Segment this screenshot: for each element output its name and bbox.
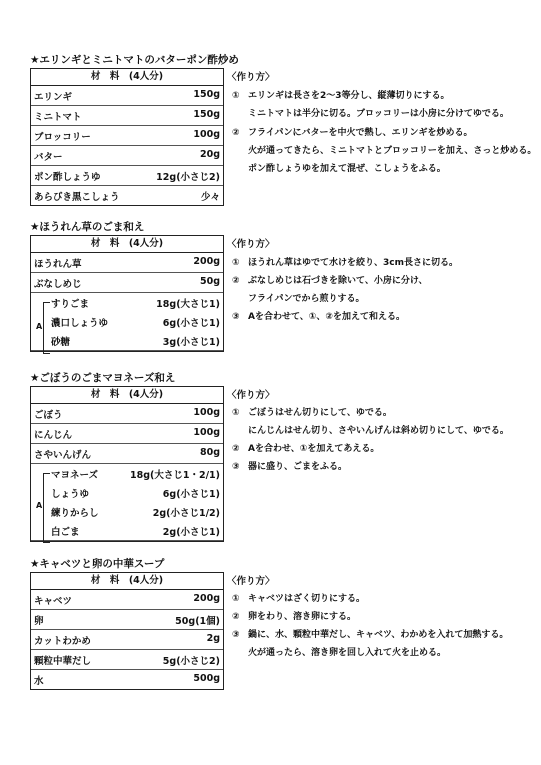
recipe-title: ★キャベツと卵の中華スープ	[30, 558, 165, 570]
ingredients-table	[30, 68, 224, 206]
howto-heading: 〈作り方〉	[227, 390, 275, 401]
step-continuation: 火が通ったら、溶き卵を回し入れて火を止める。	[248, 648, 447, 658]
table-row: バター 20g	[31, 146, 223, 166]
table-header: 材 料 (4人分)	[31, 573, 223, 590]
step: ① キャベツはざく切りにする。	[232, 594, 366, 604]
howto-heading: 〈作り方〉	[227, 72, 275, 83]
table-row: ほうれん草 200g	[31, 253, 223, 273]
step-continuation: にんじんはせん切り、さやいんげんは斜め切りにして、ゆでる。	[248, 426, 509, 436]
ingredients-table	[30, 235, 224, 352]
recipe-title: ★エリンギとミニトマトのバターポン酢炒め	[30, 54, 239, 66]
group-bracket	[43, 473, 50, 543]
table-row: エリンギ 150g	[31, 86, 223, 106]
table-row: キャベツ 200g	[31, 590, 223, 610]
table-row: 濃口しょうゆ 6g(小さじ1)	[51, 318, 220, 329]
group-label: A	[36, 501, 43, 510]
step: ② 卵をわり、溶き卵にする。	[232, 612, 357, 622]
table-row: あらびき黒こしょう 少々	[34, 192, 220, 203]
step: ② フライパンにバターを中火で熱し、エリンギを炒める。	[232, 128, 473, 138]
table-header: 材 料 (4人分)	[31, 236, 223, 253]
table-row: 水 500g	[34, 673, 220, 687]
step: ② Aを合わせ、①を加えてあえる。	[232, 444, 380, 454]
recipe-title: ★ほうれん草のごま和え	[30, 221, 145, 233]
table-row: にんじん 100g	[31, 424, 223, 444]
step-continuation: フライパンでから煎りする。	[248, 294, 365, 304]
table-row: ぶなしめじ 50g	[31, 273, 223, 293]
step: ③ Aを合わせて、①、②を加えて和える。	[232, 312, 406, 322]
step-continuation: ポン酢しょうゆを加えて混ぜ、こしょうをふる。	[248, 164, 446, 174]
step: ③ 器に盛り、ごまをふる。	[232, 462, 348, 472]
table-row: 卵 50g(1個)	[31, 610, 223, 630]
howto-heading: 〈作り方〉	[227, 576, 275, 587]
table-row: さやいんげん 80g	[31, 444, 223, 464]
howto-heading: 〈作り方〉	[227, 239, 275, 250]
ingredients-table	[30, 386, 224, 542]
step: ③ 鍋に、水、顆粒中華だし、キャベツ、わかめを入れて加熱する。	[232, 630, 509, 640]
group-bracket	[43, 302, 50, 354]
table-row: カットわかめ 2g	[31, 630, 223, 650]
table-row: 練りからし 2g(小さじ1/2)	[51, 508, 220, 519]
table-row: ミニトマト 150g	[31, 106, 223, 126]
table-row: すりごま 18g(大さじ1)	[51, 299, 220, 310]
step: ① エリンギは長さを2～3等分し、縦薄切りにする。	[232, 91, 450, 101]
step: ① ごぼうはせん切りにして、ゆでる。	[232, 408, 392, 418]
recipe-title: ★ごぼうのごまマヨネーズ和え	[30, 372, 176, 384]
table-row: しょうゆ 6g(小さじ1)	[51, 489, 220, 500]
table-row: ポン酢しょうゆ 12g(小さじ2)	[31, 166, 223, 186]
ingredients-table	[30, 572, 224, 690]
table-header: 材 料 (4人分)	[31, 69, 223, 86]
table-header: 材 料 (4人分)	[31, 387, 223, 404]
step-continuation: 火が通ってきたら、ミニトマトとブロッコリーを加え、さっと炒める。	[248, 146, 537, 156]
step-continuation: ミニトマトは半分に切る。ブロッコリーは小房に分けてゆでる。	[248, 109, 509, 119]
step: ① ほうれん草はゆでて水けを絞り、3cm長さに切る。	[232, 258, 458, 268]
table-row: 白ごま 2g(小さじ1)	[31, 521, 223, 541]
table-row: 砂糖 3g(小さじ1)	[31, 331, 223, 351]
table-row: 顆粒中華だし 5g(小さじ2)	[31, 650, 223, 670]
table-row: ごぼう 100g	[31, 404, 223, 424]
table-row: マヨネーズ 18g(大さじ1・2/1)	[51, 470, 220, 481]
group-label: A	[36, 322, 43, 331]
table-row: ブロッコリー 100g	[31, 126, 223, 146]
step: ② ぶなしめじは石づきを除いて、小房に分け、	[232, 276, 428, 286]
